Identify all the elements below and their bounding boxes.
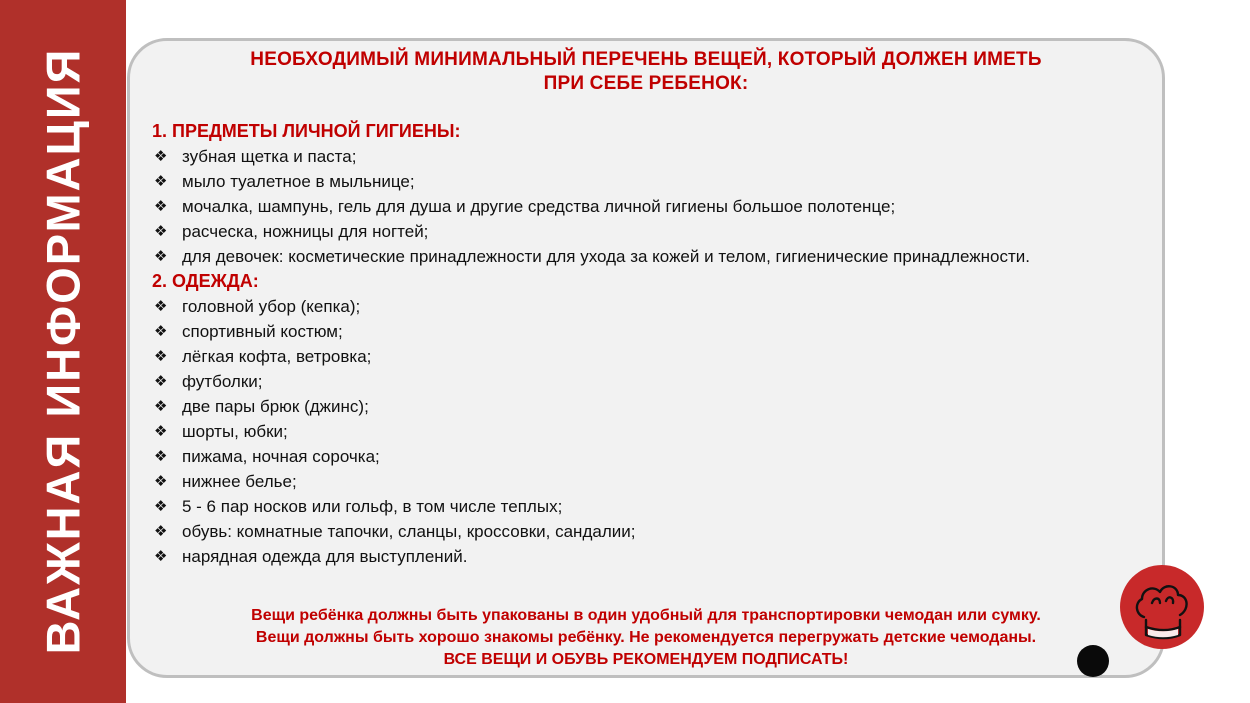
section-title: 1. ПРЕДМЕТЫ ЛИЧНОЙ ГИГИЕНЫ:	[152, 121, 461, 141]
list-item-text: 5 - 6 пар носков или гольф, в том числе теплых;	[182, 497, 563, 516]
list-item-text: расческа, ножницы для ногтей;	[182, 222, 429, 241]
list-item-text: обувь: комнатные тапочки, сланцы, кроссовки, сандалии;	[182, 522, 636, 541]
list-item	[152, 244, 1142, 269]
diamond-bullet-icon: ❖	[154, 223, 168, 240]
card-footer	[130, 605, 1162, 671]
items-list	[152, 119, 1142, 569]
list-item	[152, 194, 1142, 219]
list-item-text: спортивный костюм;	[182, 322, 343, 341]
chef-hat-icon	[1116, 565, 1208, 657]
side-band	[0, 0, 126, 703]
list-item-text: шорты, юбки;	[182, 422, 288, 441]
list-item	[152, 394, 1142, 419]
list-item	[152, 169, 1142, 194]
sections-root	[152, 119, 1142, 569]
list-item	[152, 544, 1142, 569]
section-title: 2. ОДЕЖДА:	[152, 271, 259, 291]
footer-line-3: ВСЕ ВЕЩИ И ОБУВЬ РЕКОМЕНДУЕМ ПОДПИСАТЬ!	[443, 651, 849, 668]
diamond-bullet-icon: ❖	[154, 348, 168, 365]
diamond-bullet-icon: ❖	[154, 198, 168, 215]
list-item-text: зубная щетка и паста;	[182, 147, 357, 166]
heading-line-2: ПРИ СЕБЕ РЕБЕНОК:	[543, 73, 749, 94]
list-item-text: футболки;	[182, 372, 263, 391]
list-item-text: нижнее белье;	[182, 472, 297, 491]
list-item-text: две пары брюк (джинс);	[182, 397, 369, 416]
list-item	[152, 419, 1142, 444]
list-item	[152, 294, 1142, 319]
side-title: ВАЖНАЯ ИНФОРМАЦИЯ	[36, 47, 90, 655]
list-item	[152, 144, 1142, 169]
black-dot-decoration	[1077, 645, 1109, 677]
list-item	[152, 319, 1142, 344]
list-item	[152, 519, 1142, 544]
list-item-text: мочалка, шампунь, гель для душа и другие средства личной гигиены большое полотенце;	[182, 197, 896, 216]
list-item	[152, 219, 1142, 244]
list-item-text: лёгкая кофта, ветровка;	[182, 347, 372, 366]
diamond-bullet-icon: ❖	[154, 148, 168, 165]
card-heading	[130, 48, 1162, 96]
diamond-bullet-icon: ❖	[154, 248, 168, 265]
list-item-text: пижама, ночная сорочка;	[182, 447, 380, 466]
diamond-bullet-icon: ❖	[154, 548, 168, 565]
diamond-bullet-icon: ❖	[154, 473, 168, 490]
diamond-bullet-icon: ❖	[154, 173, 168, 190]
footer-line-1: Вещи ребёнка должны быть упакованы в один удобный для транспортировки чемодан или сумку.	[251, 607, 1041, 624]
diamond-bullet-icon: ❖	[154, 373, 168, 390]
list-item-text: мыло туалетное в мыльнице;	[182, 172, 415, 191]
info-card	[127, 38, 1165, 678]
list-item	[152, 444, 1142, 469]
diamond-bullet-icon: ❖	[154, 498, 168, 515]
footer-line-2: Вещи должны быть хорошо знакомы ребёнку. Не рекомендуется перегружать детские чемоданы.	[255, 629, 1037, 646]
diamond-bullet-icon: ❖	[154, 298, 168, 315]
diamond-bullet-icon: ❖	[154, 523, 168, 540]
list-item	[152, 344, 1142, 369]
list-item-text: нарядная одежда для выступлений.	[182, 547, 468, 566]
list-item-text: головной убор (кепка);	[182, 297, 361, 316]
diamond-bullet-icon: ❖	[154, 448, 168, 465]
list-item-text: для девочек: косметические принадлежности для ухода за кожей и телом, гигиенические принадлежности.	[182, 247, 1030, 266]
diamond-bullet-icon: ❖	[154, 398, 168, 415]
diamond-bullet-icon: ❖	[154, 423, 168, 440]
list-item	[152, 494, 1142, 519]
list-item	[152, 469, 1142, 494]
diamond-bullet-icon: ❖	[154, 323, 168, 340]
heading-line-1: НЕОБХОДИМЫЙ МИНИМАЛЬНЫЙ ПЕРЕЧЕНЬ ВЕЩЕЙ, КОТОРЫЙ ДОЛЖЕН ИМЕТЬ	[250, 49, 1042, 70]
list-item	[152, 369, 1142, 394]
